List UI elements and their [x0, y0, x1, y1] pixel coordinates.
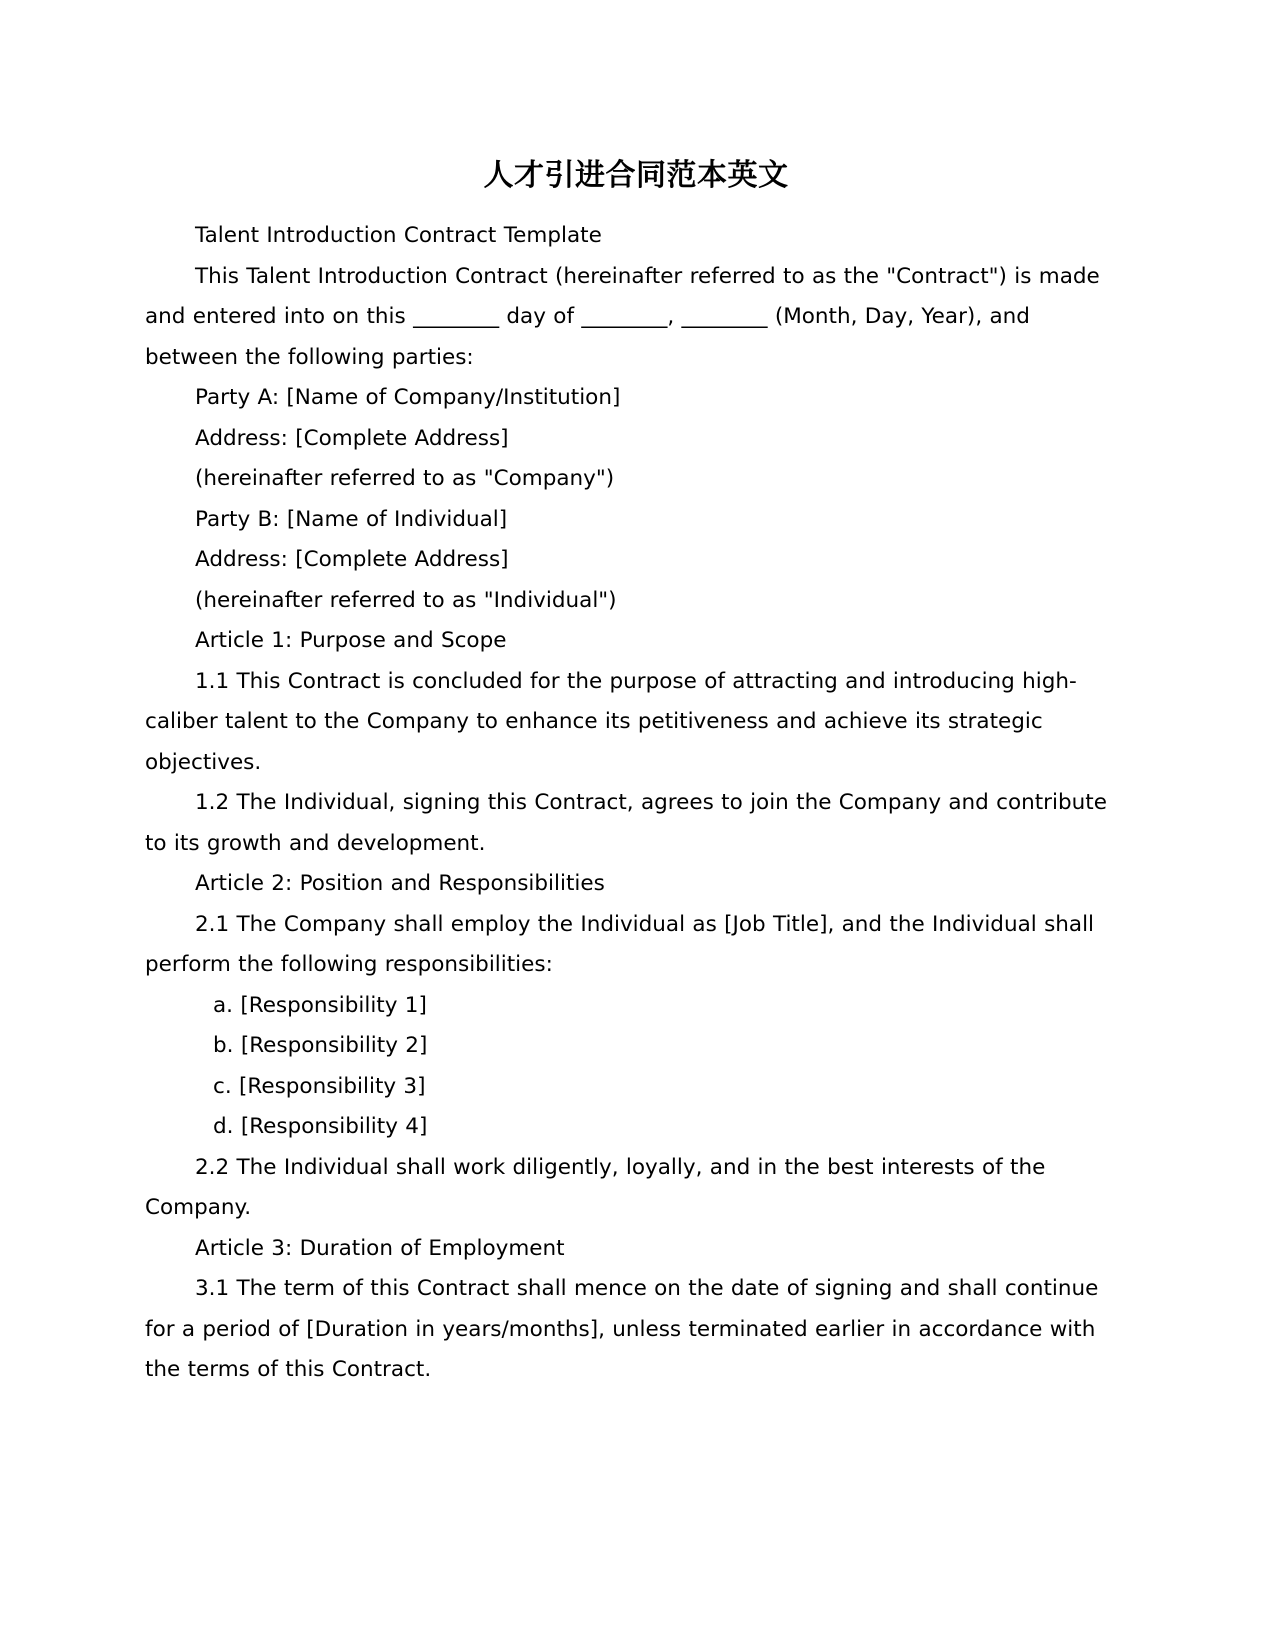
page-title: 人才引进合同范本英文 — [483, 158, 789, 193]
heading-article-1: Article 1: Purpose and Scope — [195, 628, 507, 653]
heading-article-3: Article 3: Duration of Employment — [195, 1235, 565, 1261]
paragraph-1-1: 1.1 This Contract is concluded for the purpose of attracting and introducing high-caliber talent to the Company to enhance its petitiveness and achieve its strategic objectives. — [145, 668, 1077, 775]
list-item-responsibility-a: a. [Responsibility 1] — [213, 992, 427, 1018]
paragraph-party-a-address: Address: [Complete Address] — [195, 425, 509, 451]
list-item-responsibility-c: c. [Responsibility 3] — [213, 1073, 426, 1099]
paragraph-preamble: This Talent Introduction Contract (hereinafter referred to as the "Contract") is made and entered into on this ________ day of ________, ________ (Month, Day, Year), and between the following parties: — [145, 263, 1100, 370]
heading-article-2: Article 2: Position and Responsibilities — [195, 871, 605, 896]
paragraph-company-alias: (hereinafter referred to as "Company") — [195, 466, 615, 491]
paragraph-party-a: Party A: [Name of Company/Institution] — [195, 385, 621, 410]
paragraph-3-1: 3.1 The term of this Contract shall mence on the date of signing and shall continue for a period of [Duration in years/months], unless terminated earlier in accordance with the terms of this Contract. — [145, 1276, 1099, 1382]
paragraph-2-1: 2.1 The Company shall employ the Individual as [Job Title], and the Individual shall perform the following responsibilities: — [145, 911, 1095, 977]
paragraph-1-2: 1.2 The Individual, signing this Contract, agrees to join the Company and contribute to its growth and development. — [145, 790, 1107, 856]
paragraph-2-2: 2.2 The Individual shall work diligently, loyally, and in the best interests of the Company. — [145, 1154, 1046, 1220]
list-item-responsibility-b: b. [Responsibility 2] — [213, 1033, 428, 1058]
paragraph-party-b: Party B: [Name of Individual] — [195, 506, 508, 532]
list-item-responsibility-d: d. [Responsibility 4] — [213, 1114, 428, 1139]
paragraph-template-heading: Talent Introduction Contract Template — [195, 223, 602, 248]
paragraph-individual-alias: (hereinafter referred to as "Individual") — [195, 587, 617, 613]
paragraph-party-b-address: Address: [Complete Address] — [195, 547, 509, 572]
